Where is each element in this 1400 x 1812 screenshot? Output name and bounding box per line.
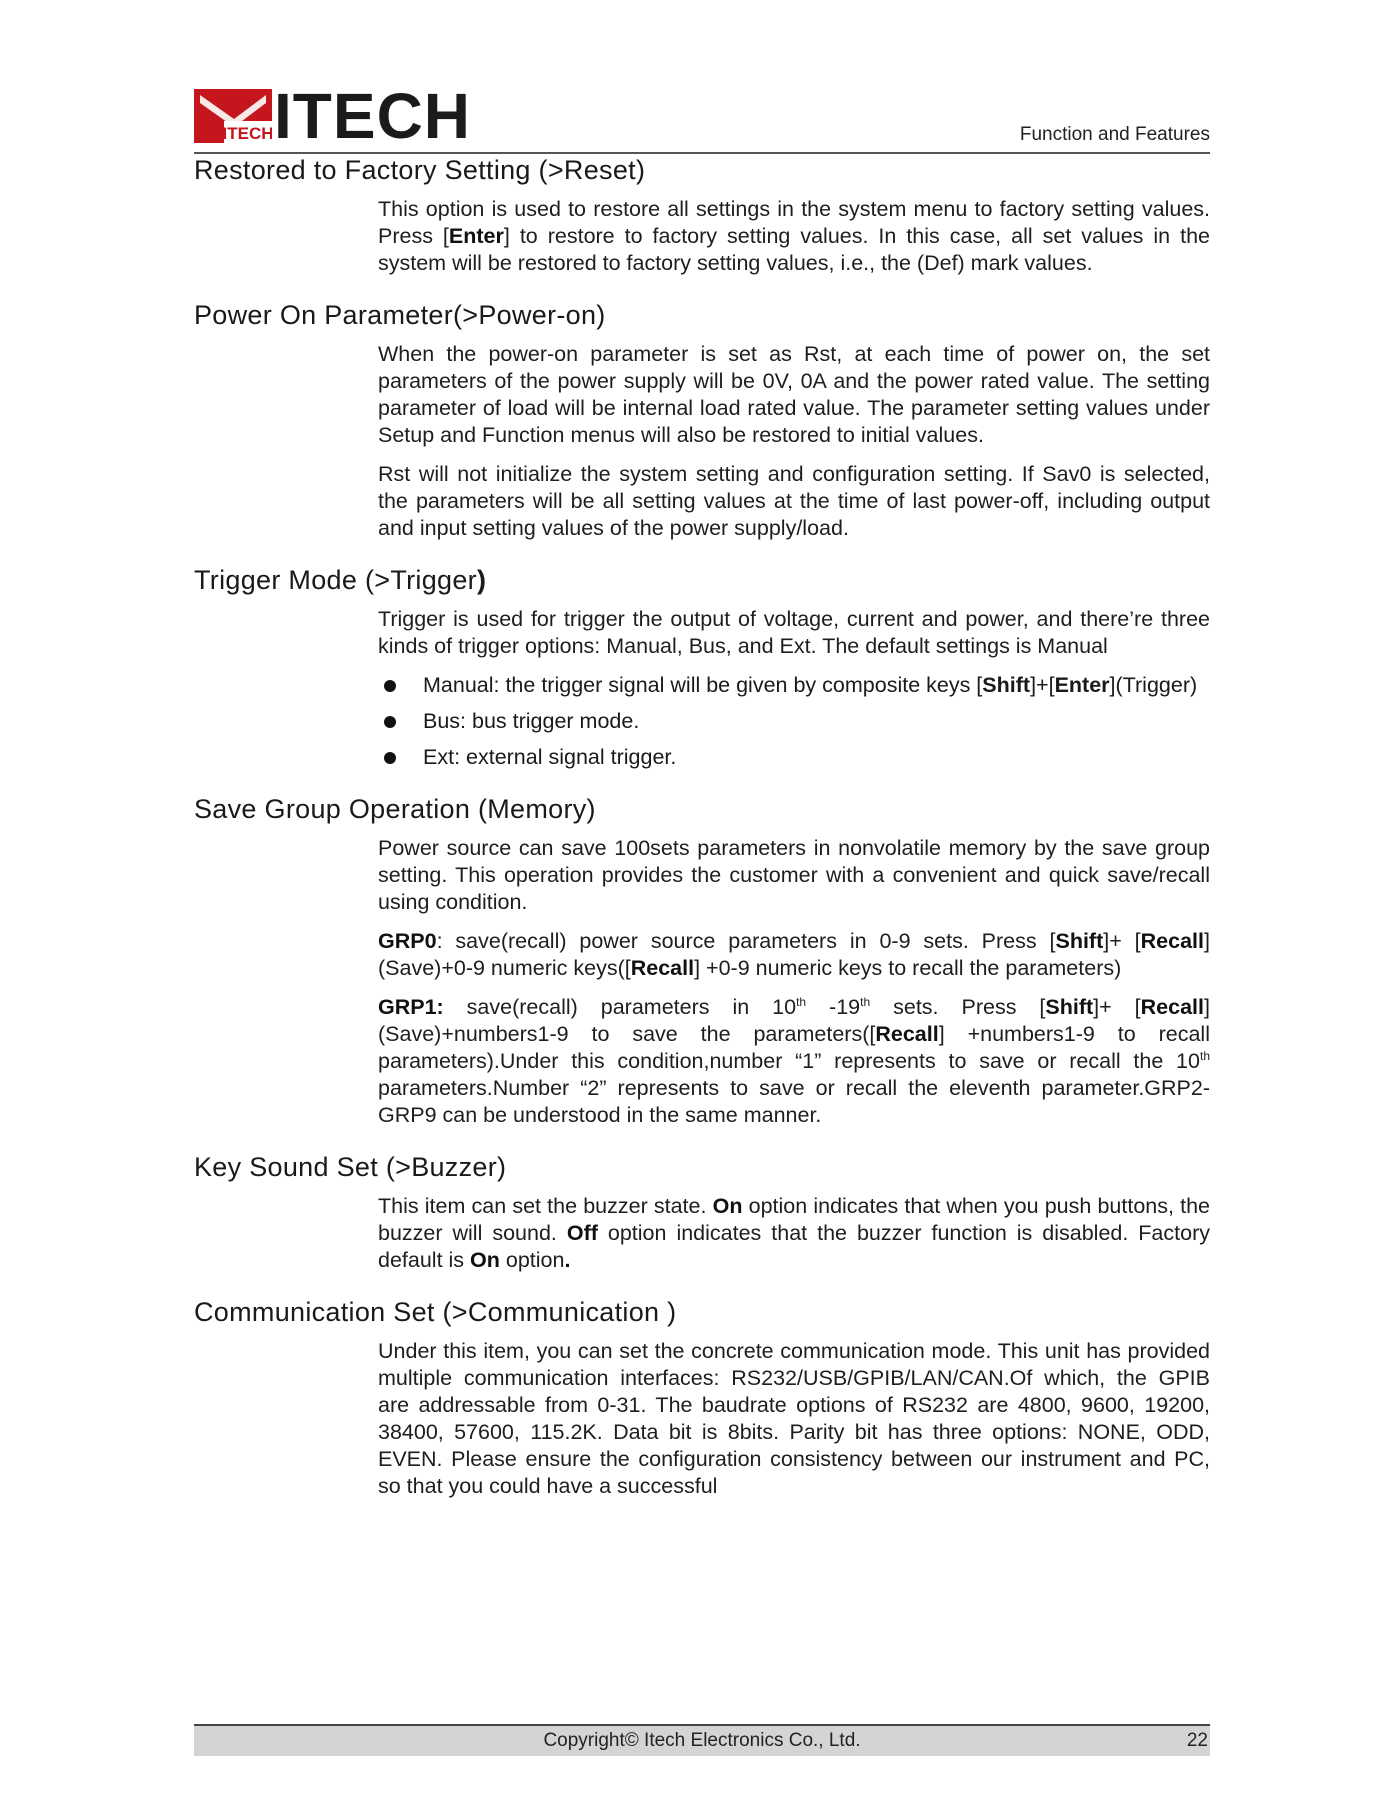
bullet-icon <box>384 716 396 728</box>
section-title: Restored to Factory Setting (>Reset) <box>194 155 646 185</box>
paragraph: Under this item, you can set the concrete communication mode. This unit has provided multiple communication interfaces: RS232/USB/GPIB/LAN/CAN.Of which, the GPIB are addressable from 0-31. The baudrate options of RS232 are 4800, 9600, 19200, 38400, 57600, 115.2K. Data bit is 8bits. Parity bit has three options: NONE, ODD, EVEN. Please ensure the configuration consistency between our instrument and PC, so that you could have a successful <box>378 1339 1210 1498</box>
paragraph: Rst will not initialize the system setting and configuration setting. If Sav0 is selected, the parameters will be all setting values at the time of last power-off, including output and input setting values of the power supply/load. <box>378 462 1210 540</box>
page-footer <box>194 1724 1210 1756</box>
page-content <box>194 154 1210 1522</box>
bullet-icon <box>384 680 396 692</box>
paragraph: This option is used to restore all settings in the system menu to factory setting values. Press [Enter] to restore to factory setting values. In this case, all set values in the system will be restored to factory setting values, i.e., the (Def) mark values. <box>378 197 1210 275</box>
paragraph: This item can set the buzzer state. On option indicates that when you push buttons, the buzzer will sound. Off option indicates that the buzzer function is disabled. Factory default is On option. <box>378 1194 1210 1272</box>
section-power-on <box>194 299 1210 542</box>
copyright-text: Copyright© Itech Electronics Co., Ltd. <box>543 1730 861 1751</box>
itech-logo <box>194 80 471 152</box>
section-title: Communication Set (>Communication ) <box>194 1297 677 1327</box>
bullet-icon <box>384 752 396 764</box>
list-item: Manual: the trigger signal will be given by composite keys [Shift]+[Enter](Trigger) <box>378 672 1210 699</box>
section-communication <box>194 1296 1210 1500</box>
paragraph: Power source can save 100sets parameters in nonvolatile memory by the save group setting. This operation provides the customer with a convenient and quick save/recall using condition. <box>378 836 1210 914</box>
section-memory <box>194 793 1210 1129</box>
section-title: Key Sound Set (>Buzzer) <box>194 1152 507 1182</box>
trigger-options-list <box>378 672 1210 771</box>
running-header-title: Function and Features <box>1019 124 1210 145</box>
svg-text:ITECH: ITECH <box>222 124 272 143</box>
logo-wordmark: ITECH <box>274 80 471 152</box>
page-header <box>194 80 1210 154</box>
section-buzzer <box>194 1151 1210 1274</box>
section-title: Trigger Mode (>Trigger) <box>194 565 487 595</box>
list-item: Ext: external signal trigger. <box>378 744 1210 771</box>
section-title: Power On Parameter(>Power-on) <box>194 300 606 330</box>
page-number: 22 <box>1186 1730 1208 1751</box>
paragraph-grp1: GRP1: save(recall) parameters in 10th -19th sets. Press [Shift]+ [Recall](Save)+numbers1-9 to save the parameters([Recall] +numbers1-9 to recall parameters).Under this condition,number “1” represents to save or recall the 10th parameters.Number “2” represents to save or recall the eleventh parameter.GRP2-GRP9 can be understood in the same manner. <box>378 994 1210 1127</box>
paragraph: Trigger is used for trigger the output of voltage, current and power, and there’re three kinds of trigger options: Manual, Bus, and Ext. The default settings is Manual <box>378 607 1210 658</box>
paragraph-grp0: GRP0: save(recall) power source parameters in 0-9 sets. Press [Shift]+ [Recall](Save)+0-9 numeric keys([Recall] +0-9 numeric keys to recall the parameters) <box>378 929 1210 980</box>
section-title: Save Group Operation (Memory) <box>194 794 596 824</box>
paragraph: When the power-on parameter is set as Rst, at each time of power on, the set parameters of the power supply will be 0V, 0A and the power rated value. The setting parameter of load will be internal load rated value. The parameter setting values under Setup and Function menus will also be restored to initial values. <box>378 342 1210 447</box>
section-reset <box>194 154 1210 277</box>
itech-logo-mark <box>194 89 272 143</box>
section-trigger <box>194 564 1210 771</box>
list-item: Bus: bus trigger mode. <box>378 708 1210 735</box>
